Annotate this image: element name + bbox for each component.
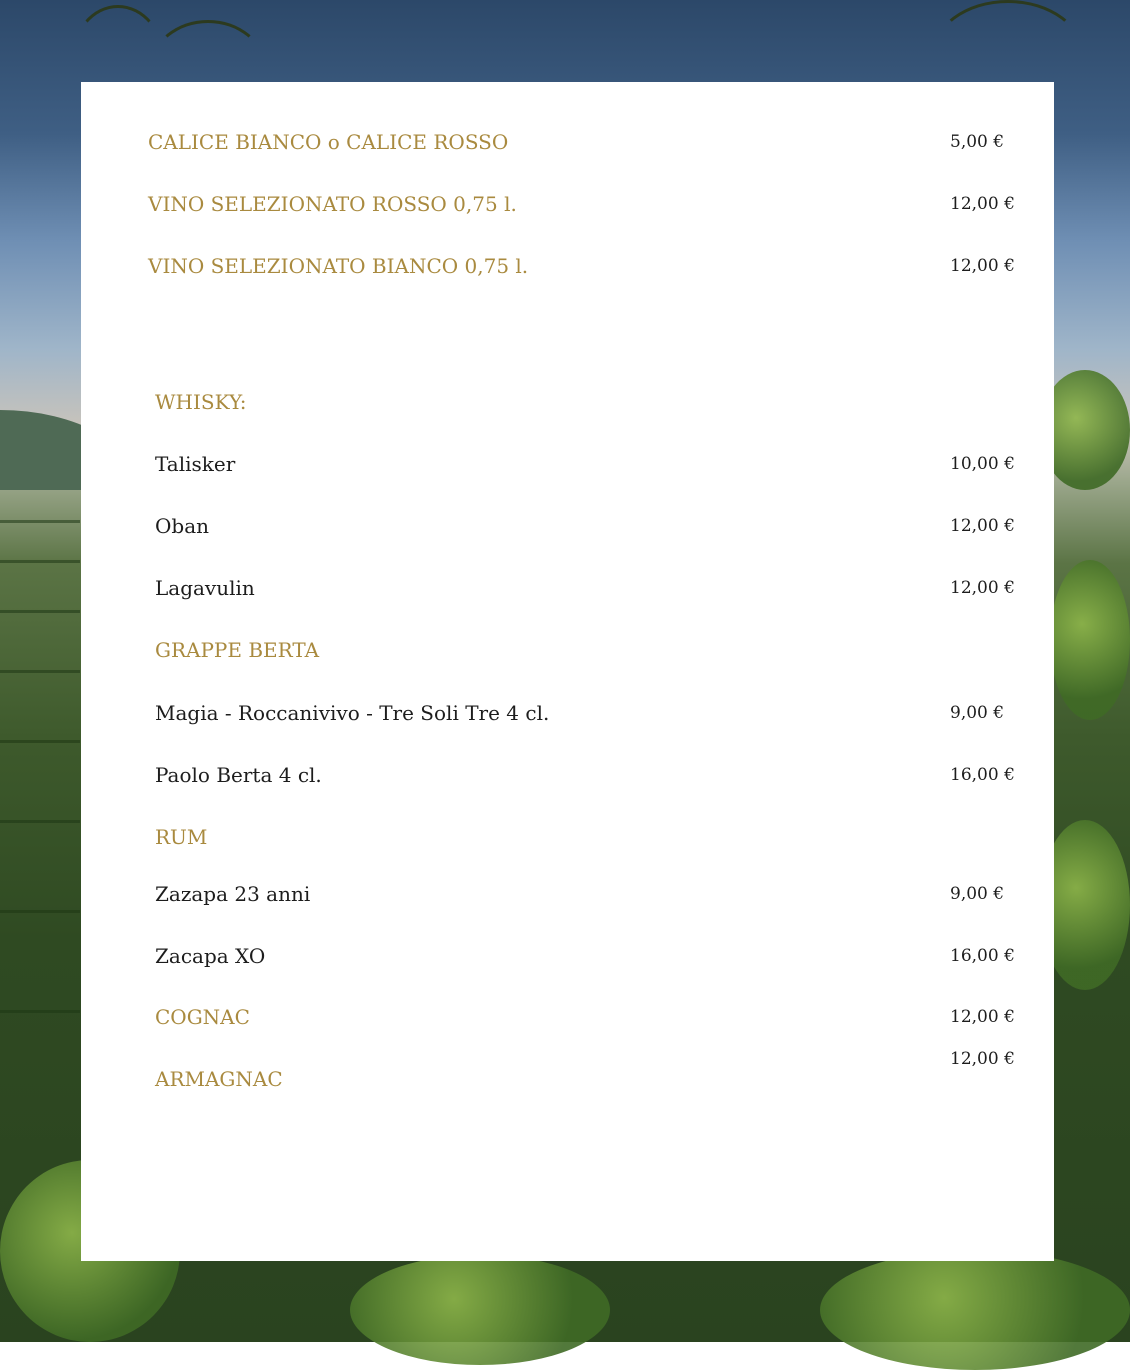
menu-item-lagavulin	[81, 573, 1054, 603]
menu-item-vino-rosso	[81, 189, 1054, 219]
item-name: Lagavulin	[155, 576, 255, 600]
section-heading-whisky	[81, 387, 1054, 417]
menu-item-cognac	[81, 1002, 1054, 1032]
item-price: 12,00 €	[950, 1007, 1015, 1027]
section-title: RUM	[155, 825, 208, 849]
item-name: VINO SELEZIONATO BIANCO 0,75 l.	[148, 254, 529, 278]
menu-item-armagnac	[81, 1064, 1054, 1094]
vine-leaf	[350, 1255, 610, 1365]
vine-row	[0, 910, 80, 913]
menu-item-paolo-berta	[81, 760, 1054, 790]
item-name: Zacapa XO	[155, 944, 266, 968]
vine-row	[0, 740, 80, 743]
vine-leaf	[820, 1250, 1130, 1370]
item-name: COGNAC	[155, 1005, 250, 1029]
section-title: GRAPPE BERTA	[155, 638, 320, 662]
vine-row	[0, 670, 80, 673]
item-price: 16,00 €	[950, 765, 1015, 785]
item-name: Magia - Roccanivivo - Tre Soli Tre 4 cl.	[155, 701, 550, 725]
item-name: Oban	[155, 514, 210, 538]
item-price: 12,00 €	[950, 256, 1015, 276]
menu-item-vino-bianco	[81, 251, 1054, 281]
item-name: CALICE BIANCO o CALICE ROSSO	[148, 130, 509, 154]
item-name: ARMAGNAC	[155, 1067, 283, 1091]
item-price: 5,00 €	[950, 132, 1005, 152]
menu-item-zazapa	[81, 879, 1054, 909]
vine-row	[0, 820, 80, 823]
item-price: 10,00 €	[950, 454, 1015, 474]
item-price: 16,00 €	[950, 946, 1015, 966]
menu-card	[81, 82, 1054, 1261]
item-price: 9,00 €	[950, 884, 1005, 904]
vine-row	[0, 1010, 80, 1013]
item-name: Paolo Berta 4 cl.	[155, 763, 322, 787]
item-name: VINO SELEZIONATO ROSSO 0,75 l.	[148, 192, 517, 216]
vine-row	[0, 560, 80, 563]
item-name: Zazapa 23 anni	[155, 882, 311, 906]
vine-row	[0, 520, 80, 523]
menu-item-magia	[81, 698, 1054, 728]
item-price: 12,00 €	[950, 1049, 1015, 1069]
item-name: Talisker	[155, 452, 236, 476]
menu-item-oban	[81, 511, 1054, 541]
item-price: 12,00 €	[950, 578, 1015, 598]
section-title: WHISKY:	[155, 390, 247, 414]
item-price: 12,00 €	[950, 516, 1015, 536]
menu-item-talisker	[81, 449, 1054, 479]
item-price: 12,00 €	[950, 194, 1015, 214]
vine-leaf	[1050, 560, 1130, 720]
menu-item-calice	[81, 127, 1054, 157]
item-price: 9,00 €	[950, 703, 1005, 723]
section-heading-rum	[81, 822, 1054, 852]
vine-row	[0, 610, 80, 613]
section-heading-grappe	[81, 635, 1054, 665]
menu-item-zacapa-xo	[81, 941, 1054, 971]
